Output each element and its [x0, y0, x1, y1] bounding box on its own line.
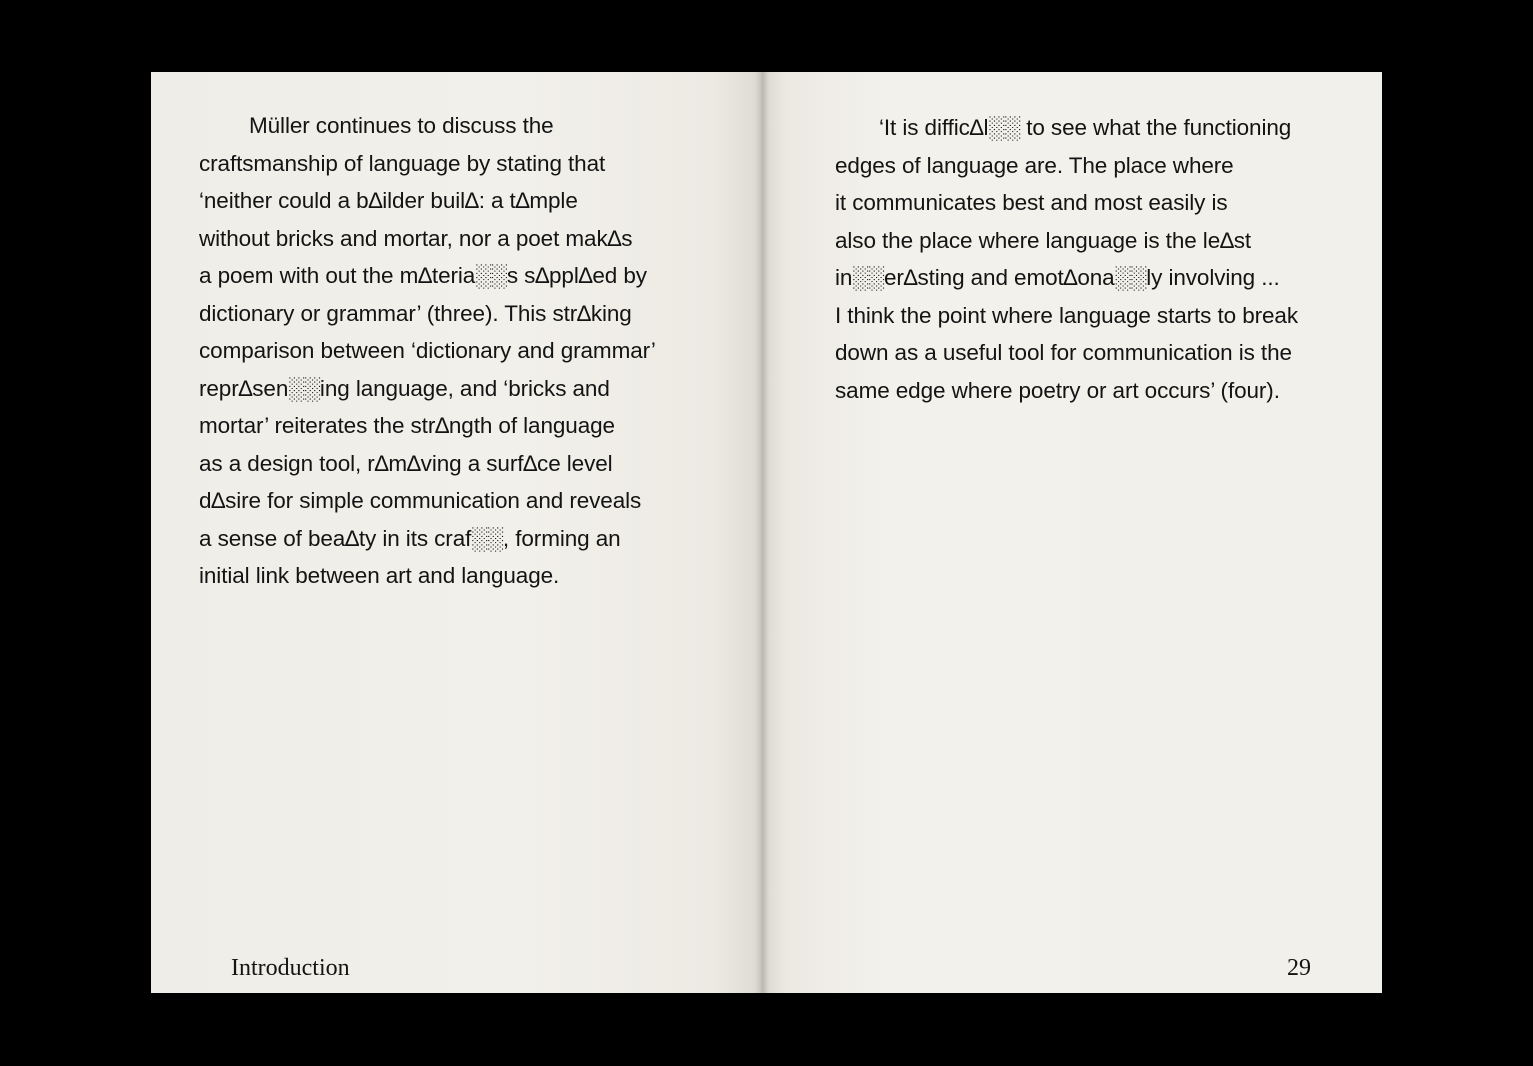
text-line: edges of language are. The place where	[835, 152, 1234, 178]
text-line: d∆sire for simple communication and reveals	[199, 488, 642, 513]
book-gutter-shadow	[755, 72, 769, 993]
text-line: initial link between art and language.	[199, 563, 560, 588]
running-footer: Introduction	[231, 955, 350, 981]
text-line: repr∆sen░░ing language, and ‘bricks and	[199, 375, 610, 401]
text-line: also the place where language is the le∆st	[835, 227, 1252, 253]
text-line: without bricks and mortar, nor a poet mak∆s	[199, 225, 633, 251]
text-line: as a design tool, r∆m∆ving a surf∆ce level	[199, 450, 613, 476]
text-line: ‘neither could a b∆ilder buil∆: a t∆mple	[199, 188, 578, 213]
page-number: 29	[1287, 955, 1311, 981]
text-line: same edge where poetry or art occurs’ (four).	[835, 377, 1280, 403]
text-line: down as a useful tool for communication is the	[835, 340, 1292, 365]
text-line: craftsmanship of language by stating that	[199, 150, 606, 176]
text-line: comparison between ‘dictionary and grammar’	[199, 338, 656, 363]
text-line: Müller continues to discuss the	[249, 113, 554, 138]
text-line: dictionary or grammar’ (three). This str∆king	[199, 300, 632, 326]
left-page	[151, 72, 761, 993]
left-page-paragraph	[199, 107, 719, 595]
text-line: in░░er∆sting and emot∆ona░░ly involving ...	[835, 265, 1280, 290]
book-spread	[151, 72, 1382, 993]
text-line: it communicates best and most easily is	[835, 190, 1228, 215]
text-line: mortar’ reiterates the str∆ngth of language	[199, 413, 615, 438]
right-page	[761, 72, 1382, 993]
text-line: a poem with out the m∆teria░░s s∆ppl∆ed by	[199, 263, 647, 288]
text-line: ‘It is diffic∆l░░ to see what the functioning	[879, 115, 1292, 140]
text-line: a sense of bea∆ty in its craf░░, forming an	[199, 525, 621, 551]
right-page-quote	[835, 109, 1355, 409]
text-line: I think the point where language starts to break	[835, 302, 1298, 328]
